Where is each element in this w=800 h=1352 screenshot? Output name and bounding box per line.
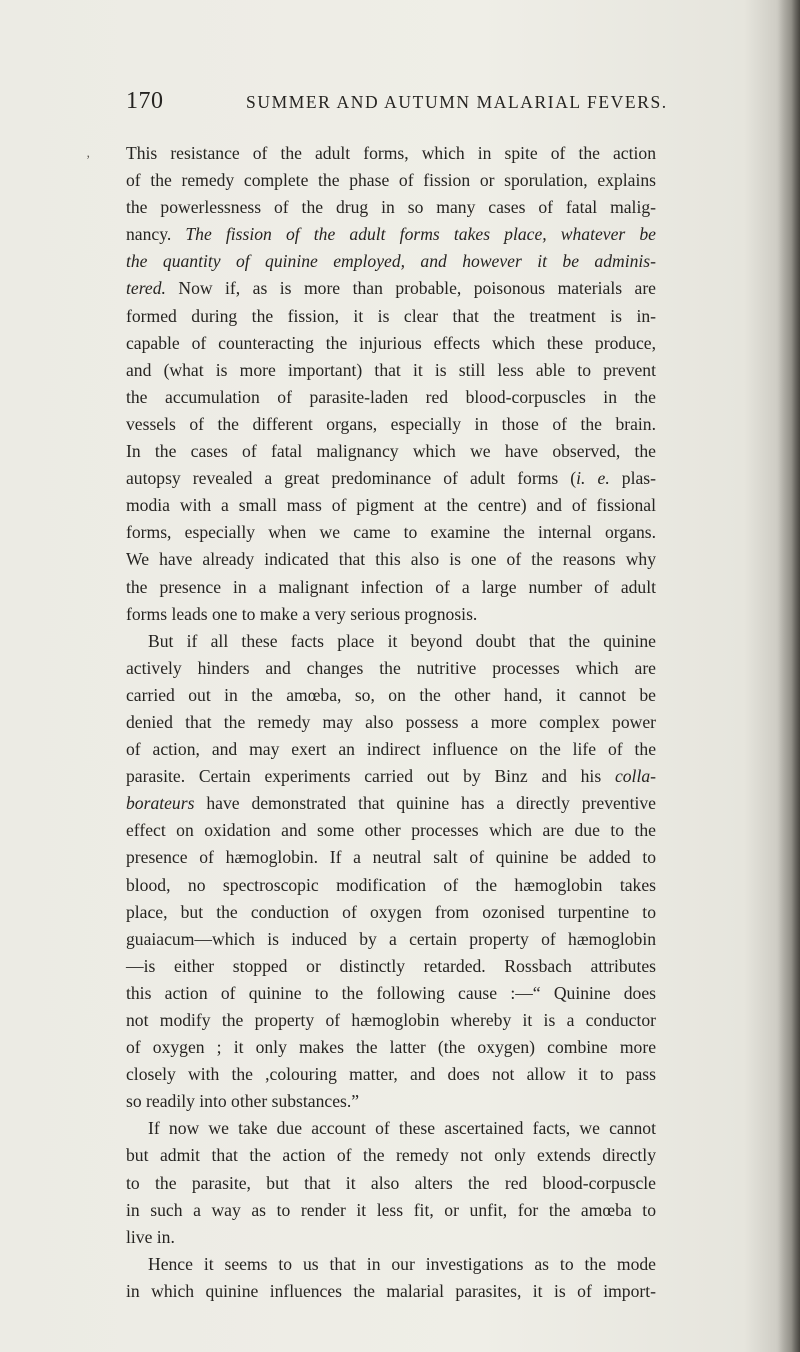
text-segment: But if all these facts place it beyond doubt that the quinine [148,630,656,651]
running-head: SUMMER AND AUTUMN MALARIAL FEVERS. [246,92,668,112]
text-line [126,1034,656,1061]
text-segment: in which quinine influences the malarial parasites, it is of import- [126,1280,656,1301]
text-line [126,275,656,302]
text-line [126,1224,656,1251]
text-segment: We have already indicated that this also is one of the reasons why [126,549,656,570]
text-line [126,303,656,330]
text-line [126,465,656,492]
text-segment: In the cases of fatal malignancy which we have observed, the [126,441,656,462]
text-segment: of action, and may exert an indirect influence on the life of the [126,739,656,760]
text-line [126,736,656,763]
text-segment: If now we take due account of these ascertained facts, we cannot [148,1118,656,1139]
text-segment: but admit that the action of the remedy not only extends directly [126,1145,656,1166]
text-line [126,384,656,411]
text-segment: the presence in a malignant infection of a large number of adult [126,576,656,597]
text-segment: guaiacum—which is induced by a certain property of hæmoglobin [126,928,656,949]
text-line [126,1170,656,1197]
text-segment: place, but the conduction of oxygen from ozonised turpentine to [126,901,656,922]
text-segment: denied that the remedy may also possess a more complex power [126,711,656,732]
text-segment: have demonstrated that quinine has a directly preventive [194,793,656,814]
text-segment: carried out in the amœba, so, on the other hand, it cannot be [126,684,656,705]
text-line [126,763,656,790]
text-line [126,140,656,167]
text-segment: blood, no spectroscopic modification of the hæmoglobin takes [126,874,656,895]
text-segment: autopsy revealed a great predominance of adult forms ( [126,468,577,489]
text-line [126,926,656,953]
italic-text: The fission of the adult forms takes place, whatever be [185,224,656,245]
text-segment: —is either stopped or distinctly retarded. Rossbach attributes [126,955,656,976]
text-line [126,574,656,601]
text-line [126,1142,656,1169]
text-segment: formed during the fission, it is clear that the treatment is in- [126,305,656,326]
text-segment: presence of hæmoglobin. If a neutral salt of quinine be added to [126,847,656,868]
text-segment: actively hinders and changes the nutritive processes which are [126,657,656,678]
text-segment: vessels of the different organs, especially in those of the brain. [126,413,656,434]
text-line [126,790,656,817]
text-segment: Hence it seems to us that in our investigations as to the mode [148,1253,656,1274]
text-line [126,1278,656,1305]
margin-mark: ’ [86,152,91,167]
italic-text: the quantity of quinine employed, and however it be adminis- [126,251,656,272]
italic-text: borateurs [126,793,195,814]
text-segment: nancy. [126,224,186,245]
text-line [126,953,656,980]
text-segment: This resistance of the adult forms, which in spite of the action [126,143,656,163]
text-line [126,1061,656,1088]
text-line [126,709,656,736]
text-segment: capable of counteracting the injurious effects which these produce, [126,332,656,353]
page-header [126,88,686,118]
text-segment: in such a way as to render it less fit, or unfit, for the amœba to [126,1199,656,1220]
text-line [126,167,656,194]
text-line [126,844,656,871]
text-line [126,1251,656,1278]
page-edge-shadow [778,0,800,1352]
text-segment: live in. [126,1226,175,1247]
text-line [126,411,656,438]
text-line [126,1197,656,1224]
text-segment: parasite. Certain experiments carried out by Binz and his [126,766,615,787]
text-line [126,872,656,899]
italic-text: tered. [126,278,166,299]
text-line [126,357,656,384]
text-segment: the accumulation of parasite-laden red blood-corpuscles in the [126,386,656,407]
text-segment: so readily into other substances.” [126,1091,360,1112]
text-line [126,492,656,519]
text-segment: to the parasite, but that it also alters the red blood-corpuscle [126,1172,656,1193]
text-line [126,1115,656,1142]
italic-text: colla- [614,766,656,787]
text-line [126,628,656,655]
text-line [126,221,656,248]
text-line [126,519,656,546]
text-line [126,817,656,844]
text-line [126,655,656,682]
text-segment: of the remedy complete the phase of fission or sporulation, explains [126,170,656,191]
text-segment: and (what is more important) that it is still less able to prevent [126,359,656,380]
text-line [126,1088,656,1115]
text-line [126,1007,656,1034]
text-line [126,601,656,628]
text-segment: not modify the property of hæmoglobin whereby it is a conductor [126,1010,656,1030]
italic-text: i. e. [576,468,610,489]
text-segment: Now if, as is more than probable, poisonous materials are [165,278,656,299]
text-line [126,682,656,709]
text-segment: the powerlessness of the drug in so many cases of fatal malig- [126,197,656,218]
text-segment: modia with a small mass of pigment at the centre) and of fissional [126,495,656,516]
text-line [126,248,656,275]
text-line [126,899,656,926]
text-line [126,546,656,573]
text-segment: forms leads one to make a very serious prognosis. [126,603,478,624]
body-text [126,140,656,1305]
text-line [126,438,656,465]
text-segment: this action of quinine to the following cause :—“ Quinine does [126,982,656,1003]
text-line [126,330,656,357]
text-line [126,980,656,1007]
text-segment: of oxygen ; it only makes the latter (the oxygen) combine more [126,1037,656,1058]
text-line [126,194,656,221]
text-segment: forms, especially when we came to examine the internal organs. [126,522,656,543]
text-segment: closely with the ,colouring matter, and does not allow it to pass [126,1064,656,1085]
text-segment: effect on oxidation and some other processes which are due to the [126,820,656,841]
text-segment: plas- [609,468,656,489]
page-number: 170 [126,88,164,114]
